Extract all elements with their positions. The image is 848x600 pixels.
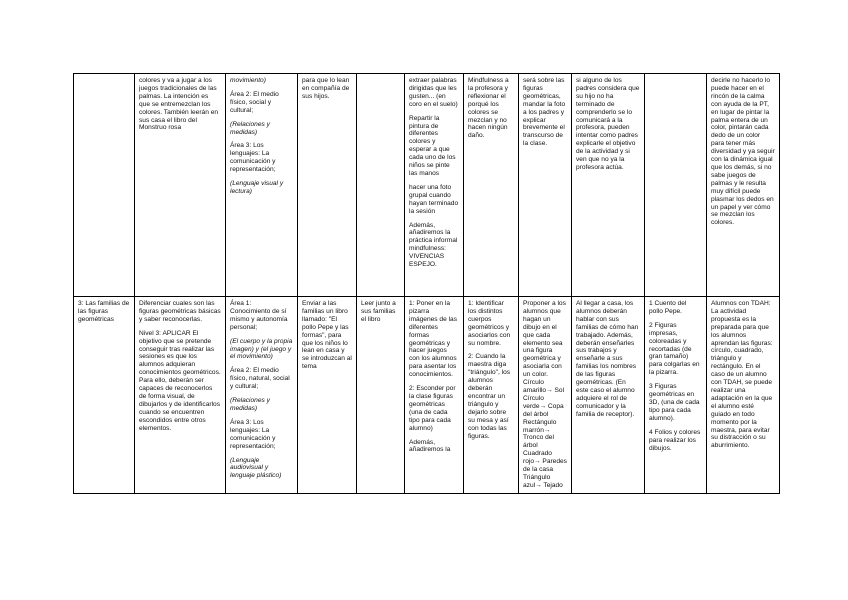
cell-class-activities [405, 297, 464, 494]
cell-paragraph: Enviar a las familias un libro llamado: "El pollo Pepe y las formas", para que los niños lo lean en casa y se introduzcan al tema [302, 300, 352, 371]
cell-unit-title [74, 74, 135, 297]
cell-paragraph: 1: Poner en la pizarra imágenes de las diferentes formas geométricas y hacer juegos con los alumnos para asentar los conocimientos. [409, 300, 458, 379]
cell-paragraph: 1: Identificar los distintos cuerpos geométricos y asociarlos con su nombre. [468, 300, 511, 347]
cell-objectives [135, 297, 226, 494]
cell-paragraph: será sobre las figuras geométricas, mandar la foto a los padres y explicar brevemente el transcurso de la clase. [523, 77, 566, 148]
cell-family-task [357, 297, 405, 494]
cell-paragraph: Área 3: Los lenguajes: La comunicación y representación; [230, 142, 276, 174]
cell-paragraph: Diferenciar cuales son las figuras geométricas básicas y saber reconocerlas. [139, 300, 221, 323]
cell-paragraph: hacer una foto grupal cuando hayan terminado la sesión [409, 183, 459, 215]
cell-paragraph: 3: Las familias de las figuras geométricas [78, 300, 130, 323]
cell-paragraph: decirle no hacerlo lo puede hacer en el rincón de la calma con ayuda de la PT, en lugar de pintar la palma entera de un color, pintarán cada dedo de un color para tener más diversidad y ya seguir con la dinámica igual que los demás, si no sabe juegos de palmas y le resulta muy difícil puede plasmar los dedos en un papel y ver cómo se mezclan los colores. [711, 77, 775, 227]
cell-paragraph: Además, añadiremos la [409, 438, 451, 454]
cell-paragraph: Además, añadiremos la práctica informal mindfulness: VIVENCIAS ESPEJO. [409, 221, 458, 269]
cell-paragraph: 2 Figuras impresas, coloreadas y recortadas (de gran tamaño) para colgarlas en la pizarra. [649, 321, 700, 377]
cell-paragraph: Nivel 3: APLICAR El objetivo que se pretende conseguir tras realizar las sesiones es que los alumnos adquieran conocimientos geométricos. Para ello, deberán ser capaces de reconocerlos de forma visual, de dibujarlos y de identificarlos cuando se encuentren escondidos entre otros elementos. [139, 329, 221, 432]
cell-paragraph: Área 2: El medio físico, social y cultural; [230, 90, 279, 114]
cell-reflection [464, 297, 519, 494]
cell-paragraph: (Lenguaje audiovisual y lenguaje plástico) [230, 456, 282, 480]
cell-paragraph: si alguno de los padres considera que su hijo no ha terminado de comprenderlo se lo comunicará a la profesora, pueden intentar como padres explicarle el objetivo de la actividad y si ven que no ya la profesora actúa. [576, 77, 640, 171]
table-row [74, 297, 780, 494]
cell-paragraph: 4 Folios y colores para realizar los dibujos. [649, 428, 701, 452]
cell-paragraph: Área 1: Conocimiento de sí mismo y autonomía personal; [230, 300, 288, 331]
cell-paragraph: (Lenguaje visual y lectura) [230, 180, 284, 195]
cell-paragraph: movimiento) [230, 77, 266, 84]
cell-adaptations [707, 297, 780, 494]
cell-curricular-areas [226, 297, 298, 494]
cell-final-task [519, 74, 572, 297]
cell-paragraph: 1 Cuento del pollo Pepe. [649, 300, 687, 315]
cell-curricular-areas [226, 74, 298, 297]
cell-paragraph: Alumnos con TDAH: La actividad propuesta es la preparada para que los alumnos aprendan las figuras: círculo, cuadrado, triángulo y rectángulo. En el caso de un alumno con TDAH, se puede realizar una adaptación en la que el alumno esté guiado en todo momento por la maestra, para evitar su distracción o su aburrimiento. [711, 300, 773, 450]
cell-paragraph: (El cuerpo y la propia imagen) y (el juego y el movimiento) [230, 337, 293, 361]
cell-family-feedback [572, 74, 645, 297]
cell-reflection [464, 74, 519, 297]
cell-paragraph: (Relaciones y medidas) [230, 397, 270, 412]
table-row [74, 74, 780, 297]
cell-unit-title [74, 297, 135, 494]
cell-materials [645, 74, 707, 297]
lesson-plan-table [73, 73, 780, 494]
cell-family-feedback [572, 297, 645, 494]
cell-paragraph: (Relaciones y medidas) [230, 120, 270, 136]
cell-paragraph: Repartir la pintura de diferentes colores y esperar a que cada uno de los niños se pinte las manos [409, 114, 456, 177]
cell-family-prior-task [298, 74, 357, 297]
cell-paragraph: para que lo lean en compañía de sus hijos. [302, 77, 350, 100]
cell-paragraph: Proponer a los alumnos que hagan un dibujo en el que cada elemento sea una figura geométrica y asociarla con un color. Círculo amarillo→ Sol Círculo verde→ Copa del árbol Rectángulo marrón→ Tronco del árbol Cuadrado rojo→ Paredes de la casa Triángulo azul→ Tejado [523, 300, 567, 489]
cell-paragraph: extraer palabras dirigidas que les gusten... (en coro en el suelo) [409, 77, 458, 108]
cell-paragraph: Mindfulness a la profesora y reflexionar el porqué los colores se mezclan y no hacen ningún daño. [468, 77, 509, 140]
cell-final-task [519, 297, 572, 494]
cell-adaptations [707, 74, 780, 297]
cell-paragraph: Área 3: Los lenguajes: La comunicación y representación; [230, 418, 276, 450]
cell-objectives [135, 74, 226, 297]
cell-paragraph: 2: Esconder por la clase figuras geométricas (una de cada tipo para cada alumno) [409, 385, 456, 432]
cell-class-activities [405, 74, 464, 297]
cell-paragraph: colores y va a jugar a los juegos tradicionales de las palmas. La intención es que se entremezclan los colores. También leerán en sus casa el libro del Monstruo rosa [139, 77, 219, 132]
cell-paragraph: Área 2: El medio físico, natural, social y cultural; [230, 367, 290, 391]
cell-paragraph: 2: Cuando la maestra diga "triángulo", los alumnos deberán encontrar un triángulo y dejarlo sobre su mesa y así con todas las figuras. [468, 353, 511, 440]
cell-materials [645, 297, 707, 494]
cell-paragraph: 3 Figuras geométricas en 3D, (una de cada tipo para cada alumno). [649, 383, 700, 422]
cell-family-prior-task [298, 297, 357, 494]
cell-paragraph: Leer junto a sus familias el libro [361, 300, 396, 323]
cell-paragraph: Al llegar a casa, los alumnos deberán hablar con sus familias de cómo han trabajado. Además, deberán enseñarles sus trabajos y enseñarle a sus familias los nombres de las figuras geométricas. (En este caso el alumno adquiere el rol de comunicador y la familia de receptor). [576, 300, 639, 418]
cell-family-task [357, 74, 405, 297]
